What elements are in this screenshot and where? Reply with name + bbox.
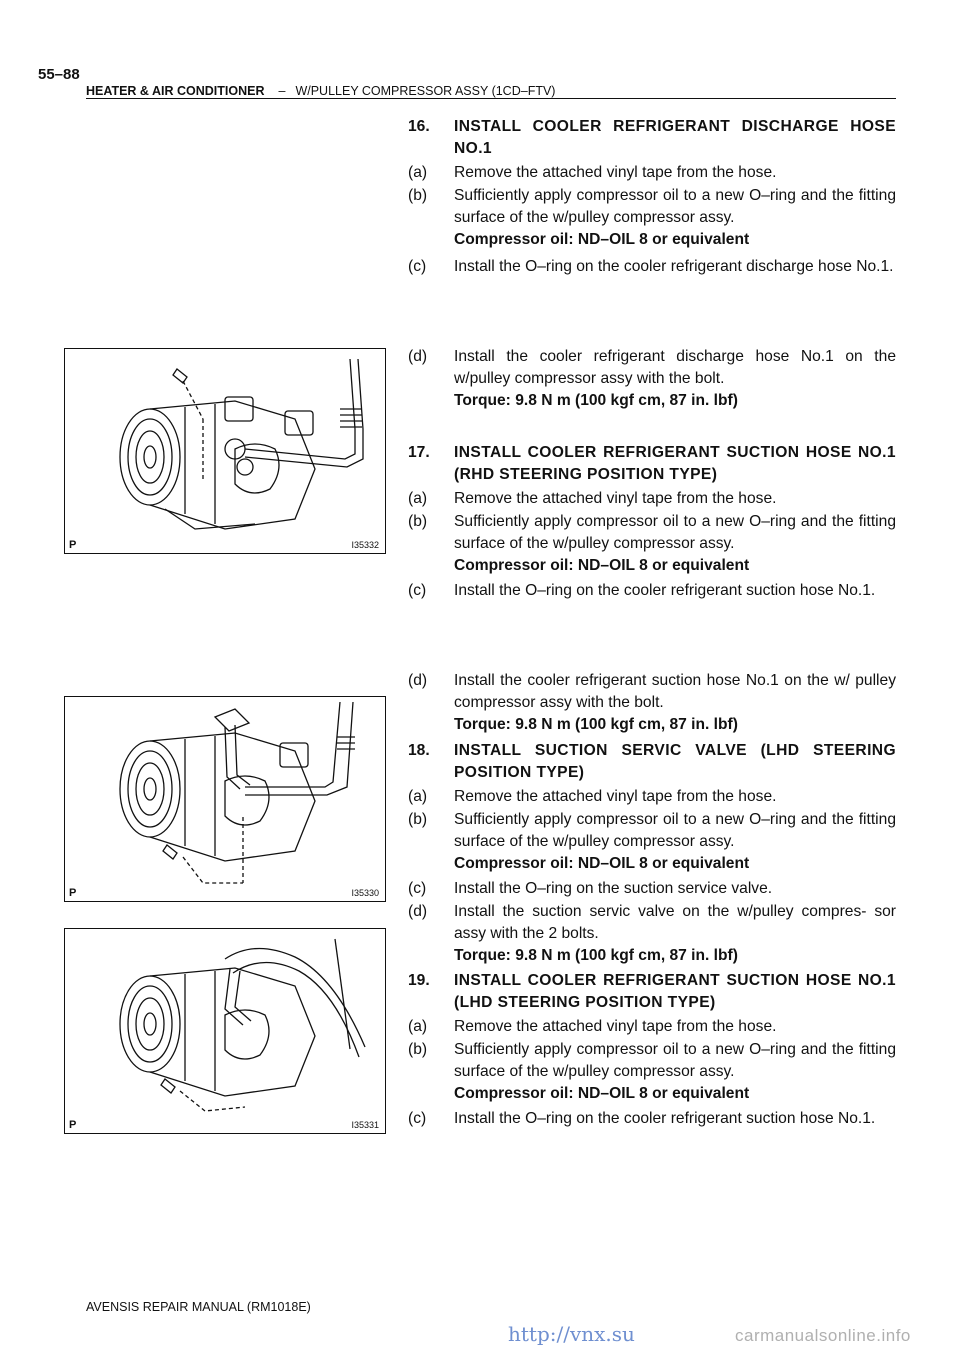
figure-label: P xyxy=(69,1119,77,1131)
compressor-illustration xyxy=(65,697,385,901)
header-separator: – xyxy=(278,84,286,98)
figure-suction-hose-rhd xyxy=(64,696,386,902)
watermark-link[interactable]: http://vnx.su xyxy=(508,1322,635,1346)
spec-oil: Compressor oil: ND–OIL 8 or equivalent xyxy=(454,557,750,574)
running-header xyxy=(86,84,555,98)
spec-torque: Torque: 9.8 N m (100 kgf cm, 87 in. lbf) xyxy=(454,392,738,409)
spec-oil: Compressor oil: ND–OIL 8 or equivalent xyxy=(454,1085,750,1102)
figure-suction-hose-lhd xyxy=(64,928,386,1134)
figure-label: P xyxy=(69,887,77,899)
spec-oil: Compressor oil: ND–OIL 8 or equivalent xyxy=(454,231,750,248)
page-footer: AVENSIS REPAIR MANUAL (RM1018E) xyxy=(86,1300,311,1314)
subsection-title: W/PULLEY COMPRESSOR ASSY (1CD–FTV) xyxy=(295,84,556,98)
compressor-illustration xyxy=(65,929,385,1133)
page-number: 55–88 xyxy=(38,66,80,83)
figure-id: I35330 xyxy=(351,888,379,898)
spec-torque: Torque: 9.8 N m (100 kgf cm, 87 in. lbf) xyxy=(454,716,738,733)
figure-discharge-hose xyxy=(64,348,386,554)
header-rule xyxy=(86,98,896,99)
figure-id: I35332 xyxy=(351,540,379,550)
section-title: HEATER & AIR CONDITIONER xyxy=(86,84,265,98)
figure-label: P xyxy=(69,539,77,551)
spec-torque: Torque: 9.8 N m (100 kgf cm, 87 in. lbf) xyxy=(454,947,738,964)
figure-id: I35331 xyxy=(351,1120,379,1130)
spec-oil: Compressor oil: ND–OIL 8 or equivalent xyxy=(454,855,750,872)
compressor-illustration xyxy=(65,349,385,553)
site-watermark: carmanualsonline.info xyxy=(735,1326,911,1345)
